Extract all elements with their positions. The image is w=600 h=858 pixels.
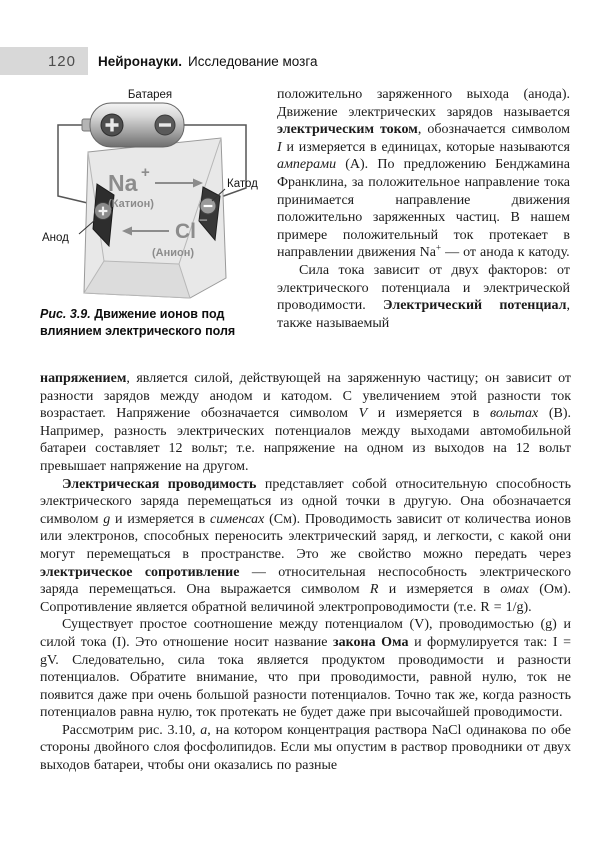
chapter-title: Исследование мозга [188, 53, 318, 69]
cathode-label: Катод [227, 178, 258, 190]
anode-label: Анод [42, 232, 69, 244]
paragraph: Рассмотрим рис. 3.10, а, на котором концентрация раствора NaCl одинакова по обе стороны двойного слоя фосфолипидов. Если мы опустим в раствор проводники от двух выходов батареи, чтобы они оказались по разные [40, 722, 572, 774]
running-head [98, 47, 317, 75]
cation-symbol: Na [108, 170, 138, 196]
figure-caption-number: Рис. 3.9. [40, 307, 91, 321]
ion-movement-illustration [38, 88, 273, 302]
right-text-column [277, 86, 570, 332]
figure-caption-text: Движение ионов под влиянием электрического поля [40, 307, 236, 338]
page-number: 120 [47, 52, 76, 70]
page-number-badge [0, 47, 88, 75]
cation-name: (Катион) [108, 198, 154, 210]
cation-charge: + [141, 164, 150, 181]
anion-charge: − [199, 212, 208, 229]
paragraph: Электрическая проводимость представляет собой относительную способность электрического заряда перемещаться из одной точки в другую. Она обозначается символом g и измеряется в сименсах (См). Проводимость зависит от количества ионов или электронов, способных переносить электрический заряд, и легкости, с какой они могут перемещаться в пространстве. Это же свойство можно передать через электрическое сопротивление — относительная неспособность электрического заряда перемещаться. Она выражается символом R и измеряется в омах (Ом). Сопротивление является обратной величиной электропроводимости (т.е. R = 1/g). [40, 476, 571, 615]
paragraph: Сила тока зависит от двух факторов: от электрического потенциала и электрической проводимости. Электрический потенциал, также называемый [277, 262, 570, 331]
anion-name: (Анион) [151, 247, 195, 259]
battery-label: Батарея [127, 89, 173, 101]
figure-3-9 [38, 88, 273, 302]
anion-symbol: Cl [175, 220, 196, 243]
main-text-block [40, 370, 571, 775]
book-title: Нейронауки. [98, 53, 183, 69]
battery-illustration [82, 103, 184, 147]
paragraph: положительно заряженного выхода (анода). Движение электрических зарядов называется электрическим током, обозначается символом I и измеряется в единицах, которые называются амперами (А). По предложению Бенджамина Франклина, за положительное направление тока принимается направление движения положительно заряженных частиц. В нашем примере положительный ток протекает в направлении движения Na+ — от анода к катоду. [277, 87, 571, 261]
paragraph: напряжением, является силой, действующей на заряженную частицу; он зависит от разности зарядов между анодом и катодом. С увеличением этой разности ток возрастает. Напряжение обозначается символом V и измеряется в вольтах (В). Например, разность электрических потенциалов между выходами автомобильной батареи составляет 12 вольт; т.е. напряжение на одном из выходов на 12 вольт превышает напряжение на другом. [40, 371, 571, 474]
page-header [0, 47, 600, 75]
paragraph: Существует простое соотношение между потенциалом (V), проводимостью (g) и силой тока (I). Это отношение носит название закона Ома и формулируется так: I = gV. Следовательно, сила тока является продуктом проводимости и разности потенциалов. Обратите внимание, что при проводимости, равной нулю, ток не появится даже при очень большой разности потенциалов. Точно так же, когда разность потенциалов равна нулю, ток протекать не будет даже при высочайшей проводимости. [40, 617, 571, 721]
figure-caption [40, 306, 280, 339]
